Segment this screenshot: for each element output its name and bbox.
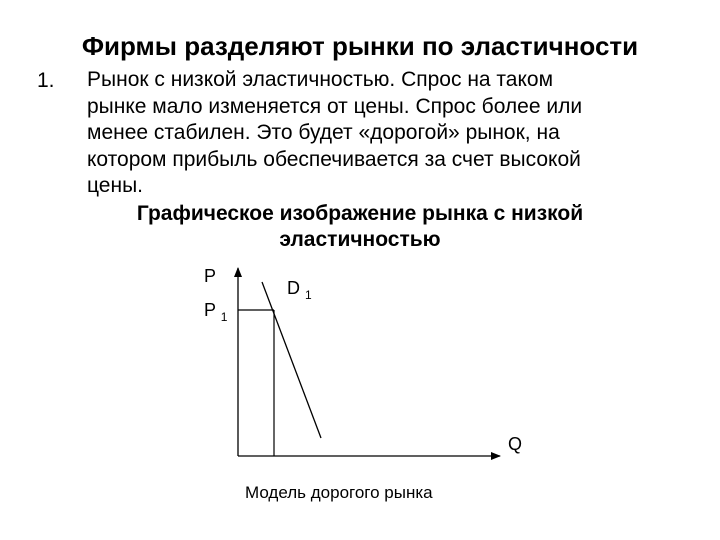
price-label-subscript: 1 (220, 310, 228, 324)
demand-label (287, 278, 312, 302)
list-item-number: 1. (37, 69, 55, 92)
demand-label-letter: D (287, 278, 300, 298)
demand-label-subscript: 1 (305, 288, 312, 302)
diagram-caption: Модель дорогого рынка (245, 483, 433, 502)
price-label-letter: P (204, 300, 216, 320)
list-item-line: котором прибыль обеспечивается за счет высокой (87, 147, 581, 171)
y-axis-label: P (204, 266, 217, 286)
price-label (204, 300, 228, 324)
x-axis-label: Q (508, 434, 523, 454)
list-item-line: рынке мало изменяется от цены. Спрос более или (87, 94, 583, 118)
graph-title-line: Графическое изображение рынка с низкой (136, 202, 584, 225)
graph-title-line: эластичностью (279, 228, 441, 251)
slide-title: Фирмы разделяют рынки по эластичности (81, 31, 639, 61)
list-item-line: менее стабилен. Это будет «дорогой» рынок, на (87, 121, 560, 144)
list-item-line: Рынок с низкой эластичностью. Спрос на таком (87, 68, 554, 91)
demand-curve (262, 282, 321, 438)
list-item-line: цены. (87, 174, 143, 197)
